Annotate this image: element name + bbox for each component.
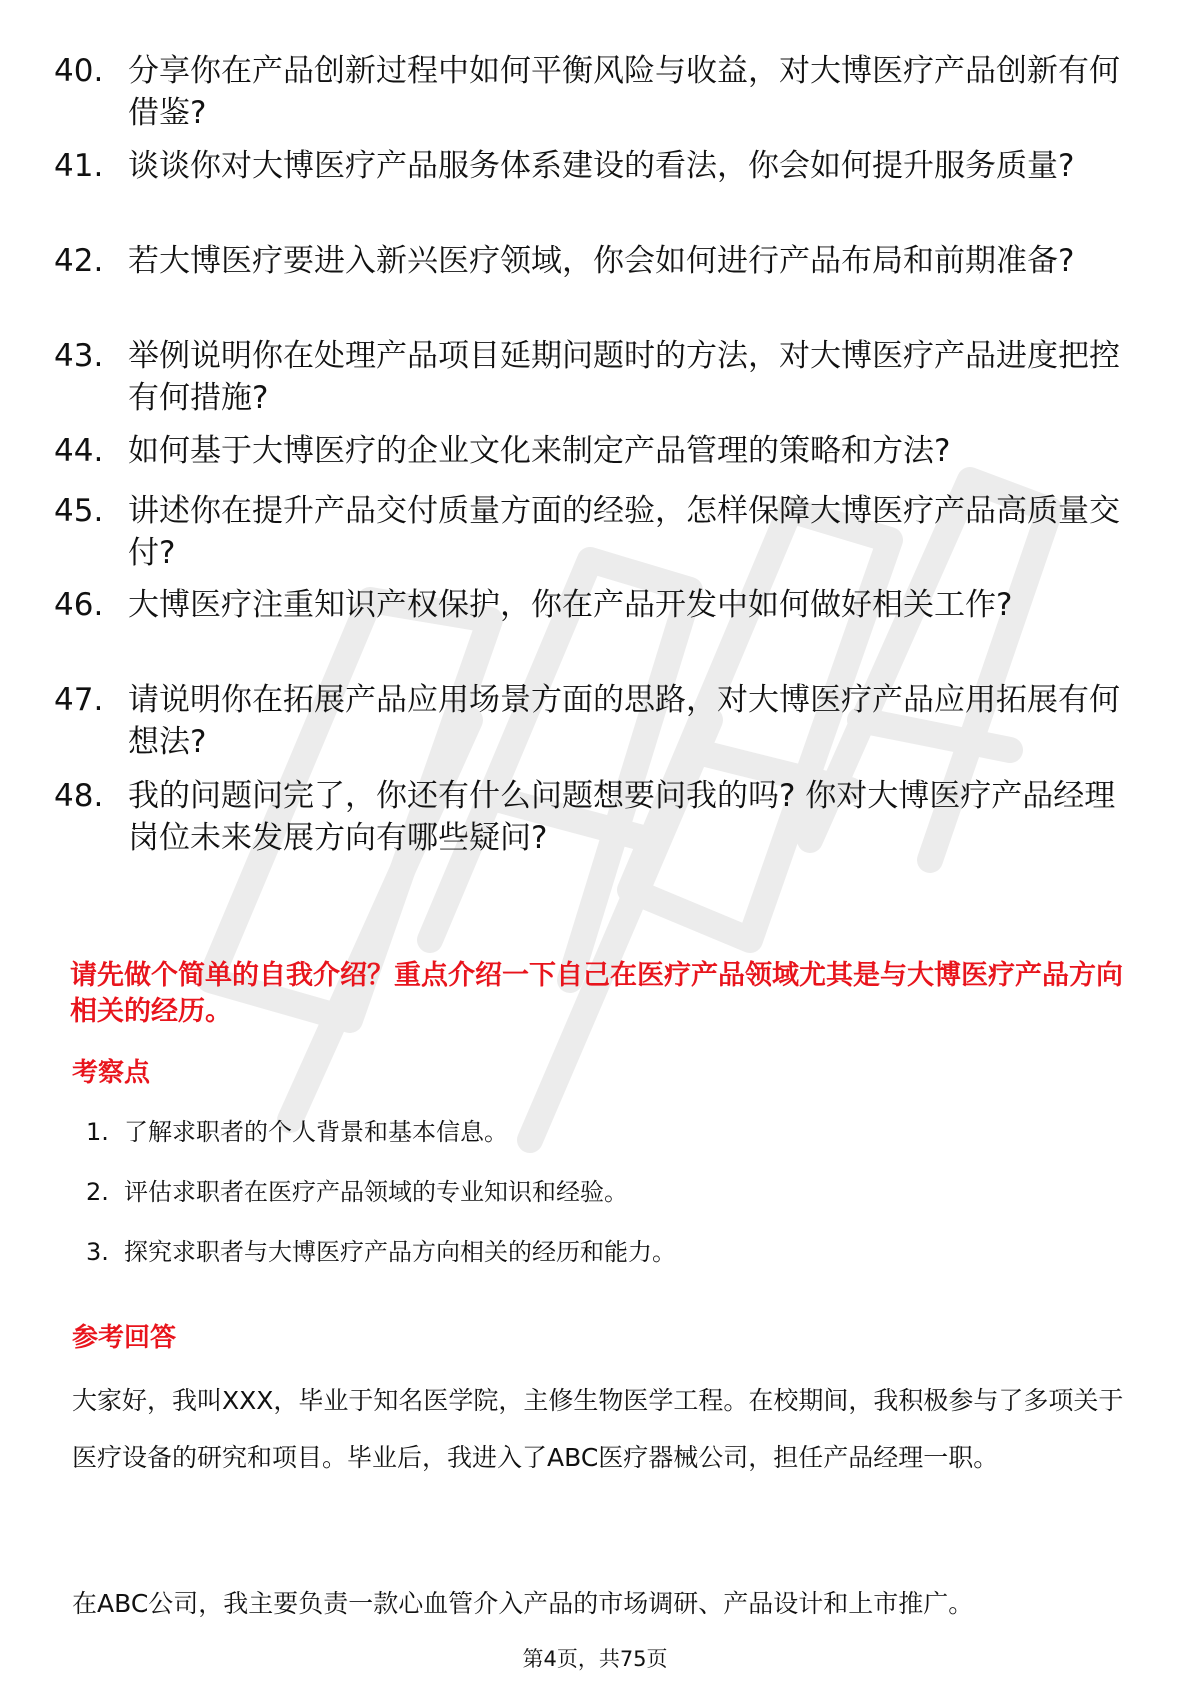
question-text: 我的问题问完了，你还有什么问题想要问我的吗? 你对大博医疗产品经理岗位未来发展方向有哪些疑问? (128, 778, 1116, 856)
question-number: 40. (54, 53, 104, 89)
question-text: 如何基于大博医疗的企业文化来制定产品管理的策略和方法? (128, 433, 951, 469)
list-item-text: 了解求职者的个人背景和基本信息。 (124, 1118, 508, 1146)
question-number: 47. (54, 682, 104, 718)
question-number: 43. (54, 338, 104, 374)
question-text: 讲述你在提升产品交付质量方面的经验，怎样保障大博医疗产品高质量交付? (128, 493, 1120, 571)
question-number: 42. (54, 243, 104, 279)
points-title: 考察点 (72, 1058, 151, 1088)
page-footer: 第4页，共75页 (522, 1647, 668, 1671)
question-number: 41. (54, 148, 104, 184)
list-item-text: 探究求职者与大博医疗产品方向相关的经历和能力。 (124, 1238, 676, 1266)
answer-title: 参考回答 (72, 1323, 177, 1353)
question-text: 谈谈你对大博医疗产品服务体系建设的看法，你会如何提升服务质量? (128, 148, 1075, 184)
list-item-number: 3. (86, 1238, 109, 1266)
list-item-number: 1. (86, 1118, 109, 1146)
answer-paragraph: 大家好，我叫XXX，毕业于知名医学院，主修生物医学工程。在校期间，我积极参与了多项关于医疗设备的研究和项目。毕业后，我进入了ABC医疗器械公司，担任产品经理一职。 (72, 1386, 1124, 1472)
question-number: 44. (54, 433, 104, 469)
question-text: 举例说明你在处理产品项目延期问题时的方法，对大博医疗产品进度把控有何措施? (128, 338, 1120, 416)
question-number: 45. (54, 493, 104, 529)
highlight-question: 请先做个简单的自我介绍？重点介绍一下自己在医疗产品领域尤其是与大博医疗产品方向相关的经历。 (70, 960, 1123, 1027)
question-number: 48. (54, 778, 104, 814)
question-text: 请说明你在拓展产品应用场景方面的思路，对大博医疗产品应用拓展有何想法? (128, 682, 1120, 760)
list-item-text: 评估求职者在医疗产品领域的专业知识和经验。 (124, 1178, 628, 1206)
question-text: 大博医疗注重知识产权保护，你在产品开发中如何做好相关工作? (128, 587, 1013, 623)
question-number: 46. (54, 587, 104, 623)
question-text: 若大博医疗要进入新兴医疗领域，你会如何进行产品布局和前期准备? (128, 243, 1075, 279)
list-item-number: 2. (86, 1178, 109, 1206)
answer-paragraph: 在ABC公司，我主要负责一款心血管介入产品的市场调研、产品设计和上市推广。 (72, 1589, 974, 1618)
question-text: 分享你在产品创新过程中如何平衡风险与收益，对大博医疗产品创新有何借鉴? (128, 53, 1120, 131)
